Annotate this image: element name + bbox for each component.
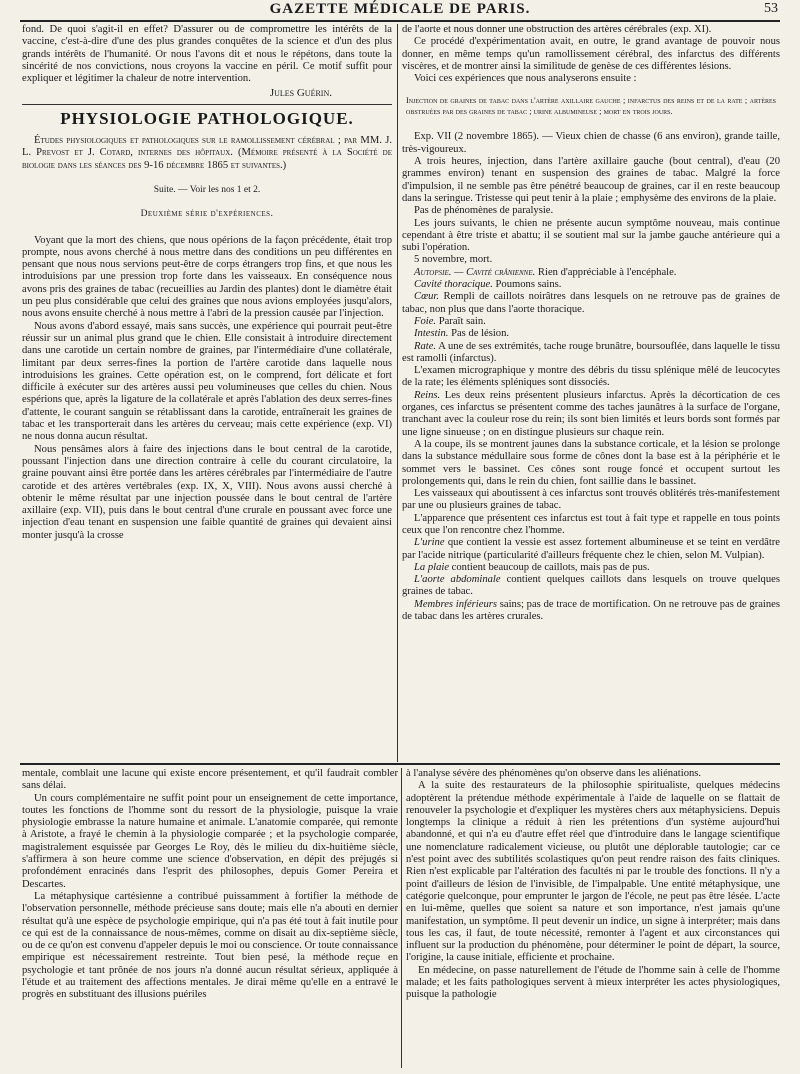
- divider: [22, 104, 392, 105]
- column-divider-bottom: [401, 768, 402, 1068]
- column-1: [22, 24, 392, 762]
- label: L'urine: [414, 537, 445, 549]
- paragraph: Pas de phénomènes de paralysie.: [414, 205, 554, 217]
- section-divider: [20, 763, 780, 765]
- paragraph: A la suite des restaurateurs de la philosophie spiritualiste, quelques médecins adoptèrent la prétendue méthode expérimentale à l'aide de laquelle on se flattait de renouveler la psychologie et d'expliquer les mystères chers aux métaphysiciens. Depuis longtemps la clinique a réduit à rien les prétentions d'un système aujourd'hui abandonné, et qui n'a eu d'autre effet réel que d'introduire dans le langage scientifique une nomenclature radicalement vicieuse, ou plutôt une déplorable tautologie; car ce n'est point avec des subtilités scolastiques qu'on peut rendre raison des faits cliniques. Rien n'est explicable par l'altération des facultés ni par le trouble des fonctions. Il n'y a point d'ailleurs de lésion de l'invisible, de l'impalpable. Une entité métaphysique, une catégorie quelconque, pour emprunter le jargon de l'école, ne peut pas être lésée. L'acte en lui-même, quelles que soient sa nature et son importance, n'est jamais qu'une manifestation, un symptôme. Il peut devenir un indice, un signe à interpréter; mais dans tous les cas, il faut, de toute nécessité, remonter à l'agent et aux circonstances qui influent sur la production du phénomène, pour déterminer le point de départ, la source, l'origine, la cause initiale, efficiente et prochaine.: [406, 780, 780, 964]
- text: contient beaucoup de caillots, mais pas de pus.: [449, 561, 650, 573]
- section-title: PHYSIOLOGIE PATHOLOGIQUE.: [60, 108, 354, 128]
- paragraph: de l'aorte et nous donner une obstruction des artères cérébrales (exp. XI).: [402, 24, 712, 35]
- paragraph: Nous avons d'abord essayé, mais sans succès, une expérience qui pourrait peut-être réussir sur un animal plus grand que le chien. Elle consistait à introduire directement dans une carotide un certain nombre de graines, par l'intermédiaire d'une collatérale, limitant par deux serres-fines la portion de l'artère carotide dans laquelle nous introduisions les graines. Cette opération est, on le comprend, fort délicate et fort difficile à exécuter sur des artères aussi peu volumineuses que celles du chien. Nous espérions que, après la ligature de la collatérale et après l'ablation des deux serres-fines d'attente, le courant sanguin se rétablissant dans la carotide, entraînerait les graines de tabac et les transporterait dans les artères du cerveau; mais cette expérience (exp. VI) ne nous donna aucun résultat.: [22, 320, 392, 443]
- text: Rempli de caillots noirâtres dans lesquels on ne retrouve pas de graines de tabac, non plus que dans l'aorte thoracique.: [402, 291, 780, 315]
- text: sains; pas de trace de mortification. On ne retrouve pas de graines de tabac dans les artères crurales.: [402, 598, 780, 623]
- paragraph: A trois heures, injection, dans l'artère axillaire gauche (bout central), d'eau (20 grammes environ) tenant en suspension des graines de tabac. Malgré la force d'impulsion, il ne semble pas être pénétré beaucoup de graines, car il en reste beaucoup dans la seringue. Tristesse qui peut tenir à la plaie ; emphysème des environs de la plaie.: [402, 156, 780, 204]
- label: Cavité thoracique.: [414, 279, 493, 291]
- label: La plaie: [414, 561, 450, 573]
- text: Pas de lésion.: [448, 328, 510, 340]
- paragraph: A la coupe, ils se montrent jaunes dans la substance corticale, et la lésion se prolonge dans la substance médullaire sous forme de cônes dont la base est à la périphérie et le sommet vers le bassinet. Ces cônes sont rouge foncé et occupent surtout les prolongements qui, dans le rein du chien, font saillie dans le bassinet.: [402, 438, 780, 487]
- text: Paraît sain.: [436, 315, 486, 327]
- paragraph: fond. De quoi s'agit-il en effet? D'assurer ou de compromettre les intérêts de la vaccine, c'est-à-dire d'une des plus grandes conquêtes de la science et d'un des plus grands intérêts de l'humanité. Or nous l'avons dit et nous le répétons, dans toute la sincérité de nos convictions, nous croyons la vaccine en péril. Ce motif suffit pour expliquer et légitimer la chaleur de notre intervention.: [22, 24, 392, 85]
- label: Reins.: [414, 389, 441, 401]
- suite-note: Suite. — Voir les nos 1 et 2.: [153, 184, 261, 195]
- text: contient quelques caillots dans lesquels on trouve quelques graines de tabac.: [402, 574, 780, 598]
- label: Intestin.: [414, 328, 449, 340]
- paragraph: mentale, comblait une lacune qui existe encore présentement, et qu'il faudrait combler sans délai.: [22, 768, 398, 792]
- paragraph: [402, 291, 780, 316]
- paragraph: Les vaisseaux qui aboutissent à ces infarctus sont trouvés oblitérés très-manifestement par une ou plusieurs graines de tabac.: [402, 488, 780, 512]
- paragraph: 5 novembre, mort.: [414, 254, 493, 266]
- paragraph: Les jours suivants, le chien ne présente aucun symptôme nouveau, mais continue cependant à être triste et abattu; il se soutient mal sur la jambe gauche antérieure qui a subi l'opération.: [402, 217, 780, 254]
- column-3: [22, 768, 398, 1068]
- paragraph: [402, 537, 780, 562]
- paragraph: [402, 390, 780, 439]
- text: Les deux reins présentent plusieurs infarctus. Après la décortication de ces organes, ces infarctus se présentent comme des taches jaunâtres à la surface de l'organe, tranchant avec la couleur rose du rein; ils sont bien limités et leurs bords sont formés par une ligne sinueuse ; on en distingue plusieurs sur chaque rein.: [402, 389, 780, 438]
- publication-title: GAZETTE MÉDICALE DE PARIS.: [269, 1, 531, 17]
- paragraph: [402, 574, 780, 599]
- experiment-summary: Injection de graines de tabac dans l'artère axillaire gauche ; infarctus des reins et de la rate ; artères obstruées par des graines de tabac ; urine albumineuse ; mort en trois jours.: [406, 96, 776, 117]
- article-heading: Études physiologiques et pathologiques sur le ramollissement cérébral ; par MM. J. L. Prevost et J. Cotard, internes des hôpitaux. (Mémoire présenté à la Société de biologie dans les séances des 9-16 décembre 1865 et suivantes.): [22, 135, 392, 171]
- page-header: [20, 0, 780, 22]
- column-4: [406, 768, 780, 1068]
- page-number: 53: [764, 1, 778, 16]
- label: Membres inférieurs: [414, 598, 497, 610]
- label: L'aorte abdominale: [414, 574, 501, 586]
- label: Foie.: [414, 315, 437, 327]
- paragraph: [402, 316, 780, 328]
- paragraph: Ce procédé d'expérimentation avait, en outre, le grand avantage de pouvoir nous donner, en même temps qu'un ramollissement cérébral, des infarctus des différents viscères, et de montrer ainsi la similitude de genèse de ces différentes lésions.: [402, 36, 780, 72]
- series-title: Deuxième série d'expériences.: [140, 209, 274, 220]
- paragraph: L'apparence que présentent ces infarctus est tout à fait type et rappelle en tous points ceux que l'on rencontre chez l'homme.: [402, 512, 780, 536]
- paragraph: Voici ces expériences que nous analyserons ensuite :: [414, 73, 637, 85]
- paragraph: [402, 267, 780, 279]
- paragraph: [402, 279, 780, 291]
- experiment-heading: Exp. VII (2 novembre 1865). — Vieux chien de chasse (6 ans environ), grande taille, très-vigoureux.: [402, 131, 780, 155]
- paragraph: [402, 341, 780, 366]
- paragraph: En médecine, on passe naturellement de l'étude de l'homme sain à celle de l'homme malade; et les faits pathologiques servent à mieux interpréter les actes physiologiques, puisque la pathologie: [406, 964, 780, 1001]
- paragraph: Voyant que la mort des chiens, que nous opérions de la façon précédente, était trop prompte, nous avons cherché à nous mettre dans des conditions un peu différentes en pensant que nous nous servions peut-être de corps étrangers trop fins, et que nous les introduisions par une pression trop forte dans les vaisseaux. En conséquence nous avons pris des graines de tabac (recueillies au Jardin des plantes) dont le diamètre était un peu plus considérable que celui des graines que nous avions employées jusqu'alors, nous avons ensuite cherché à nous mettre à l'abri de la pression causée par l'injection.: [22, 234, 392, 320]
- paragraph: à l'analyse sévère des phénomènes qu'on observe dans les aliénations.: [406, 768, 702, 779]
- label: Autopsie. — Cavité crânienne.: [414, 266, 536, 278]
- text: Rien d'appréciable à l'encéphale.: [535, 266, 677, 278]
- paragraph: La métaphysique cartésienne a contribué puissamment à fortifier la méthode de l'observation personnelle, méthode précieuse sans doute; mais elle n'a abouti en dernier résultat qu'à une espèce de psychologie empirique, qui n'a pas été tout à fait inutile pour ce qui est de la connaissance de nous-mêmes, comme on disait au dix-septième siècle, ou de ce qu'on est convenu d'appeler depuis le moi ou conscience. Or toute connaissance empirique est nécessairement restreinte. Tout bien pesé, la méthode reçue en psychologie et tant prônée de nos jours n'a donné aucun résultat sérieux, appliquée à l'étude et au traitement des affections mentales. Je dirai même qu'elle en a entravé le progrès en substituant des illusions puériles: [22, 890, 398, 1001]
- column-2: [402, 24, 780, 762]
- paragraph: Nous pensâmes alors à faire des injections dans le bout central de la carotide, poussant l'injection dans une direction contraire à celle du courant circulatoire, la graine pouvant ainsi être portée dans les artères cérébrales par l'intermédiaire de l'autre carotide et des artères vertébrales (exp. IX, X, VIII). Nous avons aussi cherché à obtenir le même résultat par une injection poussée dans le bout central de l'artère axillaire (exp. VII), puis dans le bout central d'une crurale en poussant avec force une injection d'eau tenant en suspension une faible quantité de graines qui devaient ainsi monter jusqu'à la crosse: [22, 443, 392, 541]
- text: Poumons sains.: [492, 279, 562, 291]
- paragraph: L'examen micrographique y montre des débris du tissu splénique mêlé de leucocytes de la rate; les éléments spléniques sont dissociés.: [402, 365, 780, 389]
- paragraph: Un cours complémentaire ne suffit point pour un enseignement de cette importance, toutes les fonctions de l'homme sont du ressort de la physiologie, puisque la vraie physiologie embrasse la nature humaine et animale. L'anatomie comparée, qui remonte à Aristote, a frayé le chemin à la physiologie comparée ; et la psychologie comparée, magistralement esquissée par Georges Le Roy, dès le milieu du dix-huitième siècle, s'affirmera à son heure comme une science d'observation, en dépit des préjugés si profondément enracinés dans l'esprit des philosophes, depuis Gomer Pereira et Descartes.: [22, 792, 398, 890]
- label: Rate.: [414, 340, 437, 352]
- text: A une de ses extrémités, tache rouge brunâtre, boursouflée, dans laquelle le tissu est ramolli (infarctus).: [402, 340, 780, 364]
- paragraph: [402, 562, 780, 574]
- column-divider-top: [397, 24, 398, 762]
- text: que contient la vessie est assez fortement albumineuse et se teint en verdâtre par l'acide nitrique (particularité d'ailleurs fréquente chez le chien, selon M. Vulpian).: [402, 537, 780, 561]
- label: Cœur.: [414, 291, 440, 303]
- signature: Jules Guérin.: [269, 87, 332, 100]
- paragraph: [402, 599, 780, 624]
- paragraph: [402, 328, 780, 340]
